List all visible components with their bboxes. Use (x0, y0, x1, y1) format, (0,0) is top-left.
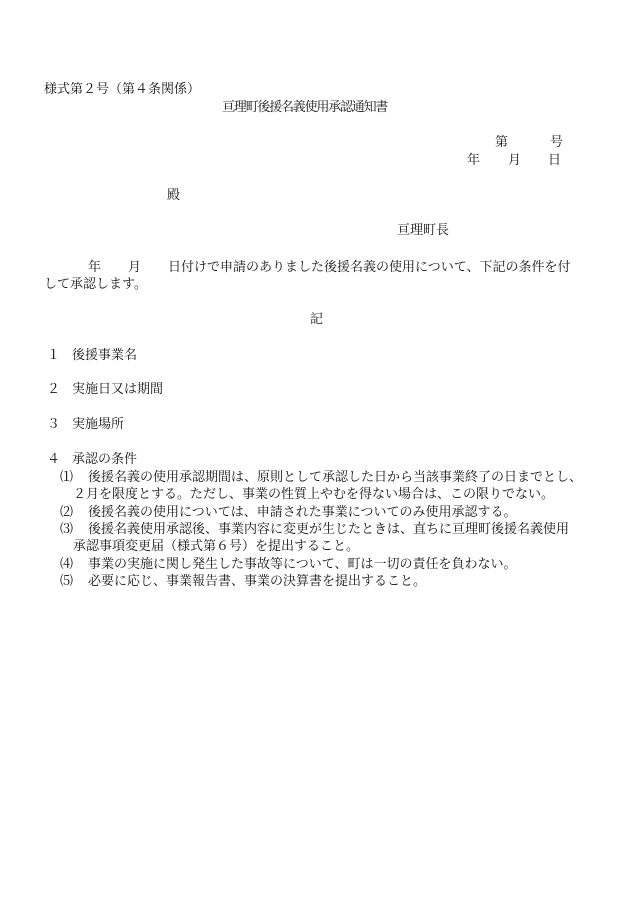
item-label: 承認の条件 (72, 452, 138, 467)
body-line2-text: して承認します。 (44, 277, 147, 292)
condition-text-continued: 承認事項変更届（様式第６号）を提出すること。 (73, 539, 360, 554)
item-number: ２ (47, 382, 61, 397)
body-line1-text: 日付けで申請のありました後援名義の使用について、下記の条件を付 (168, 260, 571, 275)
number-go: 号 (550, 135, 564, 150)
body-year: 年 (88, 260, 102, 275)
addressee-honorific: 殿 (167, 188, 181, 203)
document-title: 亘理町後援名義使用承認通知書 (222, 100, 388, 115)
condition-text: 後援名義使用承認後、事業内容に変更が生じたときは、直ちに亘理町後援名義使用 (88, 522, 570, 537)
condition-number: ⑴ (60, 470, 74, 485)
condition-text: 必要に応じ、事業報告書、事業の決算書を提出すること。 (88, 574, 427, 589)
ki-heading: 記 (310, 312, 324, 327)
condition-text: 後援名義の使用については、申請された事業についてのみ使用承認する。 (88, 505, 517, 520)
item-number: １ (47, 348, 61, 363)
item-label: 後援事業名 (72, 348, 138, 363)
condition-text-continued: ２月を限度とする。ただし、事業の性質上やむを得ない場合は、この限りでない。 (73, 487, 555, 502)
item-number: ４ (47, 452, 61, 467)
condition-number: ⑶ (60, 522, 74, 537)
condition-number: ⑸ (60, 574, 74, 589)
item-label: 実施日又は期間 (72, 382, 164, 397)
sender-name: 亘理町長 (397, 223, 450, 238)
condition-number: ⑵ (60, 505, 74, 520)
item-label: 実施場所 (72, 417, 125, 432)
condition-text: 後援名義の使用承認期間は、原則として承認した日から当該事業終了の日までとし、 (88, 470, 583, 485)
form-label: 様式第２号（第４条関係） (44, 82, 201, 97)
condition-number: ⑷ (60, 557, 74, 572)
date-day: 日 (548, 153, 562, 168)
condition-text: 事業の実施に関し発生した事故等について、町は一切の責任を負わない。 (88, 557, 517, 572)
body-month: 月 (128, 260, 142, 275)
date-month: 月 (508, 153, 522, 168)
date-year: 年 (467, 153, 481, 168)
item-number: ３ (47, 417, 61, 432)
number-dai: 第 (495, 135, 509, 150)
